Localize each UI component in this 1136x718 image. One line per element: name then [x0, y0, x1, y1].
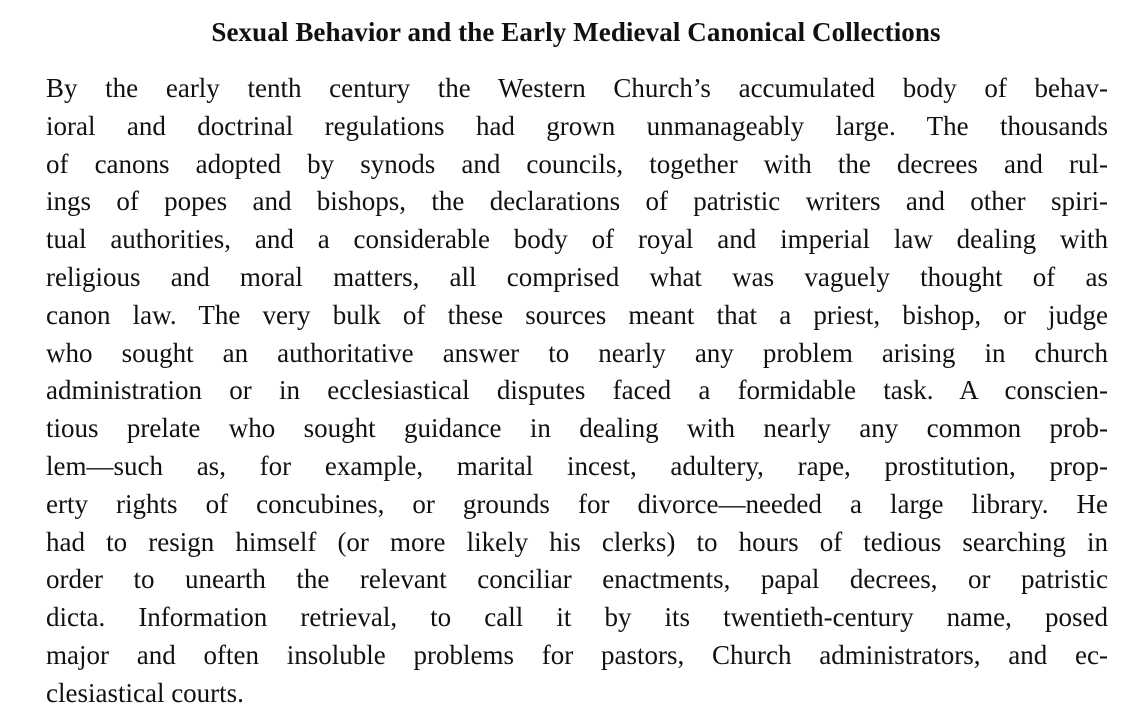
paragraph-line: administration or in ecclesiastical disputes faced a formidable task. A conscien- [46, 375, 1108, 406]
paragraph-line: of canons adopted by synods and councils, together with the decrees and rul- [46, 148, 1108, 179]
paragraph-line: religious and moral matters, all comprised what was vaguely thought of as [46, 261, 1108, 292]
section-heading: Sexual Behavior and the Early Medieval Canonical Collections [211, 17, 941, 47]
paragraph-line: order to unearth the relevant conciliar enactments, papal decrees, or patristic [46, 564, 1108, 595]
paragraph-line: tious prelate who sought guidance in dealing with nearly any common prob- [46, 413, 1108, 444]
paragraph-line: had to resign himself (or more likely his clerks) to hours of tedious searching in [46, 526, 1108, 557]
paragraph-line: By the early tenth century the Western Church’s accumulated body of behav- [46, 73, 1108, 103]
paragraph-line: ioral and doctrinal regulations had grown unmanageably large. The thousands [46, 110, 1108, 141]
paragraph-line: clesiastical courts. [46, 677, 244, 708]
paragraph-line: dicta. Information retrieval, to call it by its twentieth-century name, posed [46, 602, 1108, 633]
paragraph-line: lem—such as, for example, marital incest, adultery, rape, prostitution, prop- [46, 450, 1108, 481]
paragraph-line: erty rights of concubines, or grounds for divorce—needed a large library. He [46, 488, 1108, 519]
body-paragraph [46, 70, 1108, 713]
paragraph-line: tual authorities, and a considerable body of royal and imperial law dealing with [46, 224, 1108, 255]
paragraph-line: ings of popes and bishops, the declarations of patristic writers and other spiri- [46, 186, 1108, 217]
paragraph-line: canon law. The very bulk of these sources meant that a priest, bishop, or judge [46, 299, 1108, 330]
paragraph-line: major and often insoluble problems for pastors, Church administrators, and ec- [46, 639, 1108, 670]
paragraph-line: who sought an authoritative answer to nearly any problem arising in church [46, 337, 1108, 368]
